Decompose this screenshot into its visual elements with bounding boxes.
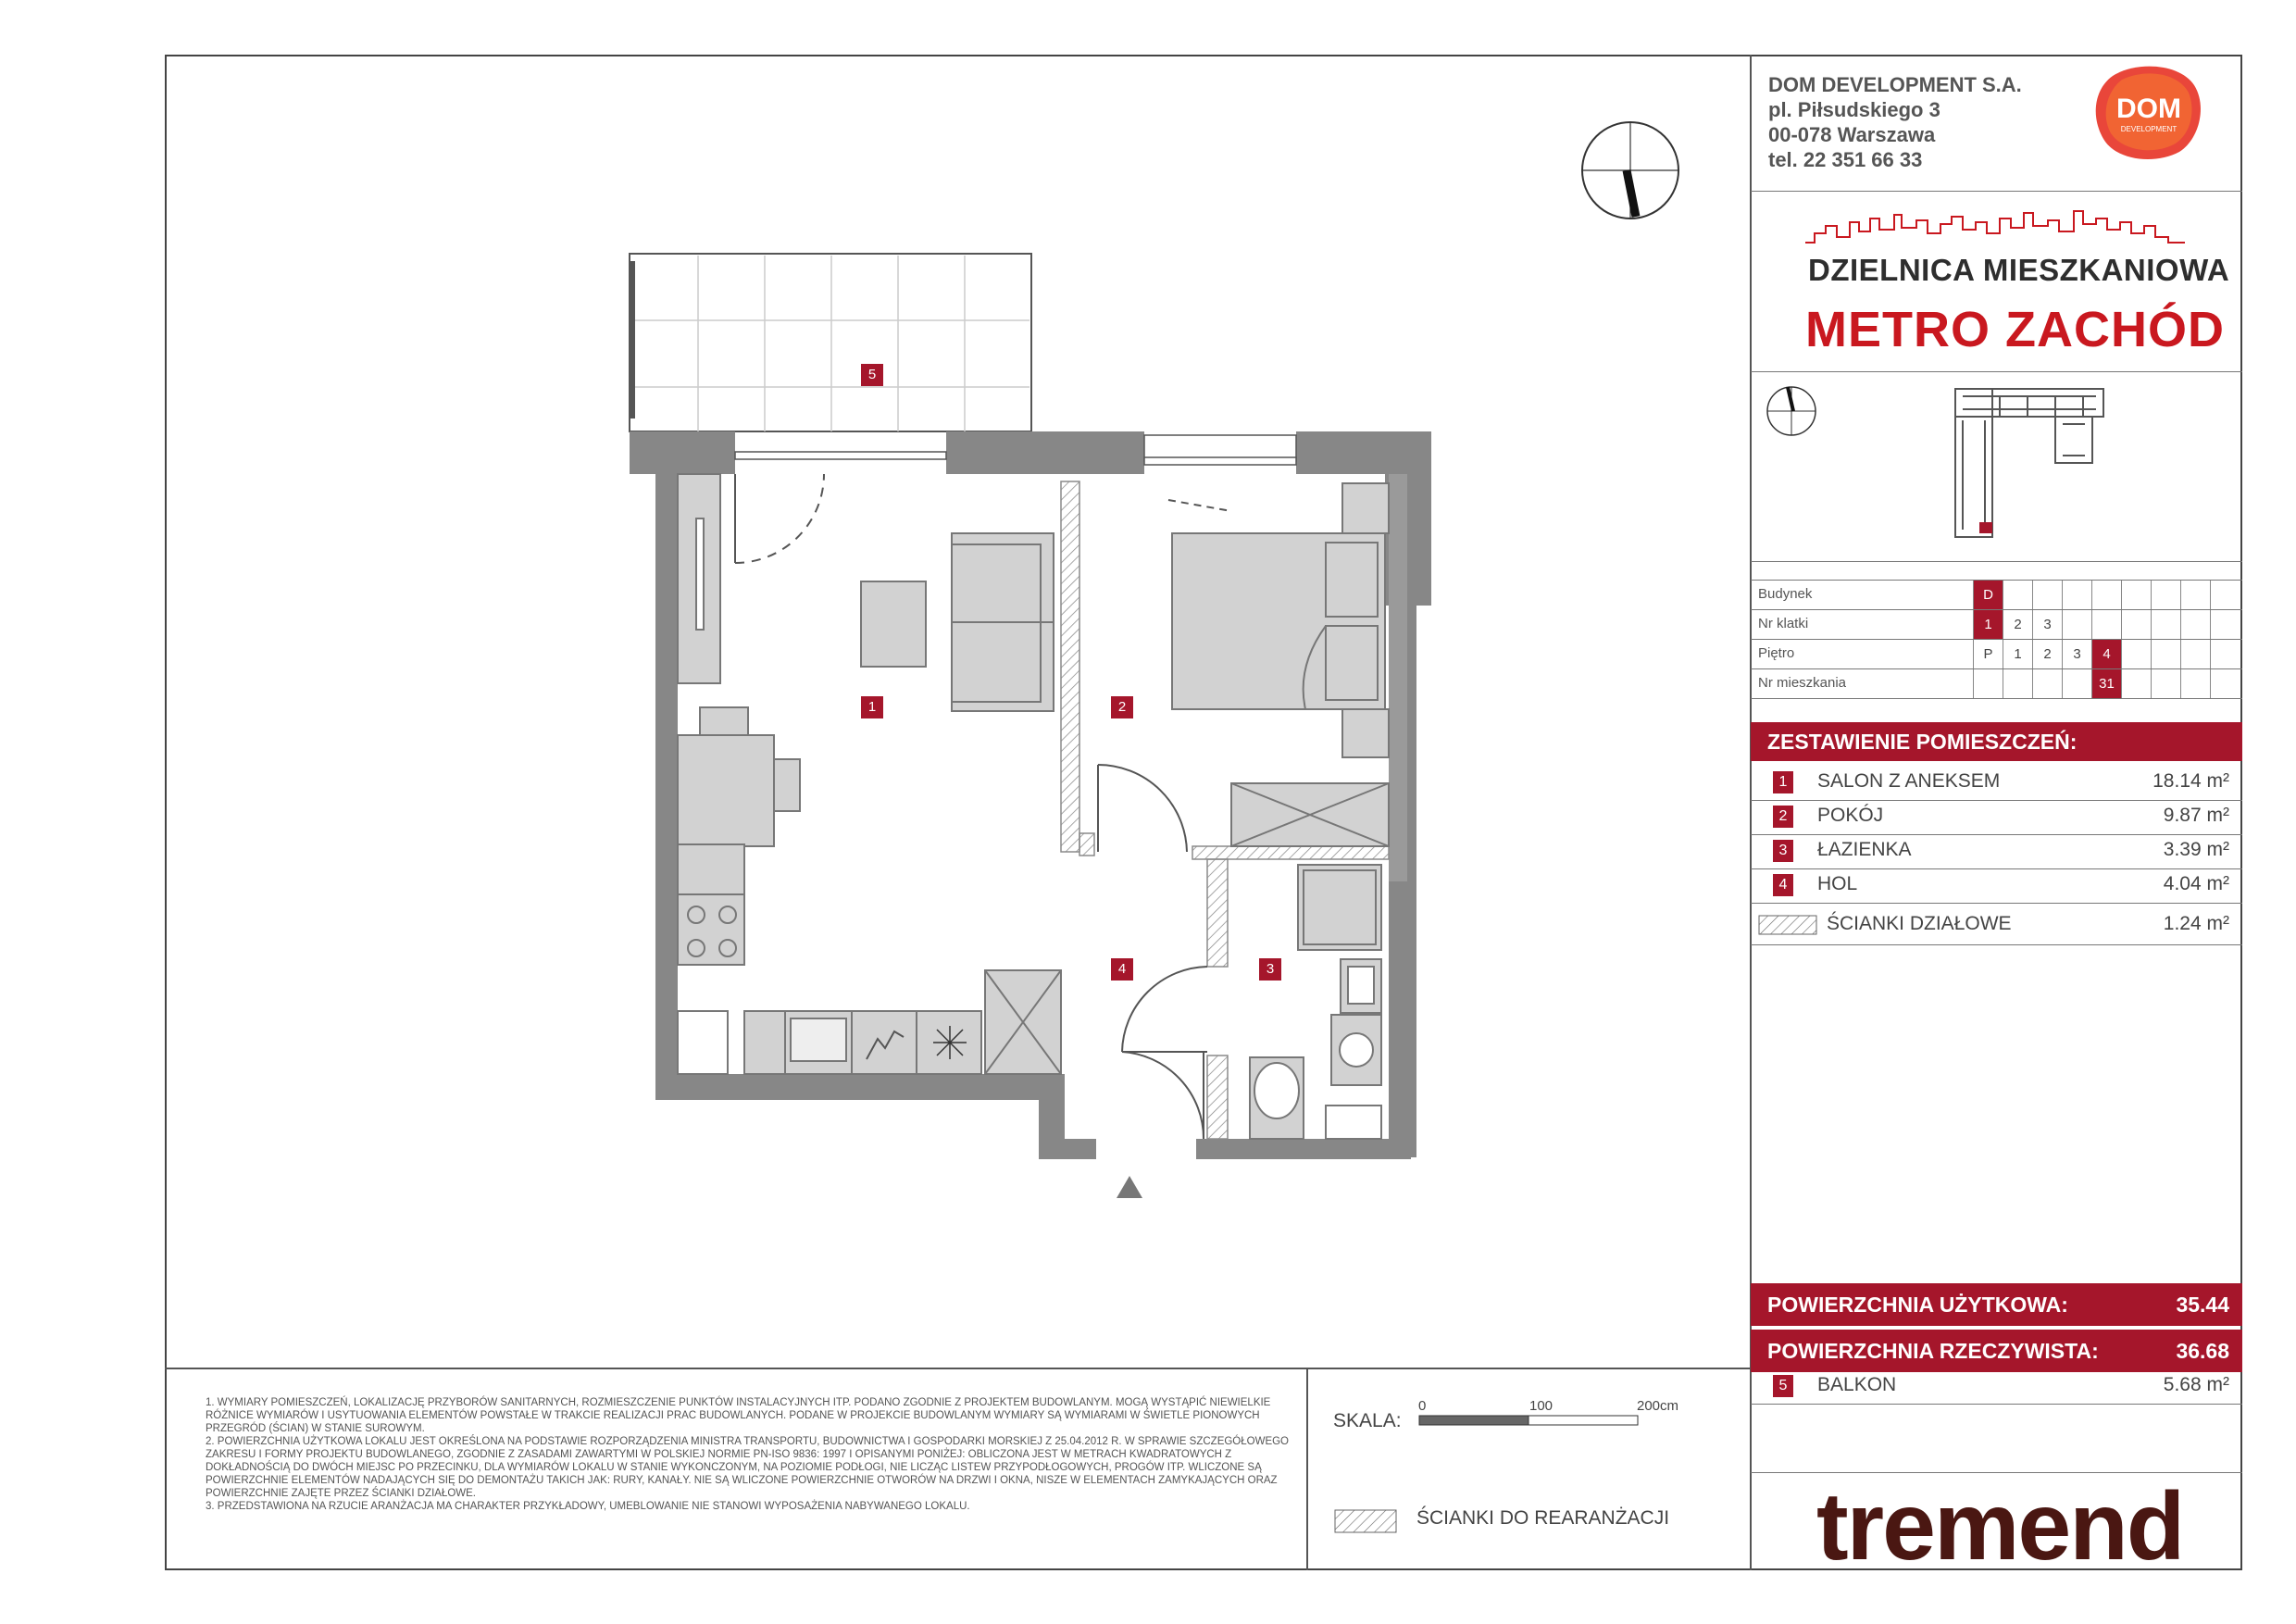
project-line2: METRO ZACHÓD [1805, 302, 2225, 357]
scale-tick: 200cm [1637, 1398, 1679, 1414]
room-marker-1: 1 [861, 696, 883, 718]
room-name: HOL [1817, 873, 1858, 894]
location-cell [2121, 640, 2151, 668]
location-cell [2151, 669, 2180, 698]
location-cell [2151, 610, 2180, 639]
room-marker-3: 3 [1259, 958, 1281, 981]
dom-development-logo [2094, 65, 2203, 161]
room-area: 3.39 m² [2163, 839, 2229, 860]
balcony-name: BALKON [1817, 1374, 1897, 1395]
room-area: 4.04 m² [2163, 873, 2229, 894]
hatch-icon [1758, 915, 1817, 935]
skyline-icon [1805, 206, 2185, 248]
location-cell [2210, 610, 2240, 639]
scale-bar [1418, 1415, 1641, 1428]
location-table [1751, 580, 2242, 698]
footnote: 3. PRZEDSTAWIONA NA RZUCIE ARANŻACJA MA CHARAKTER PRZYKŁADOWY, UMEBLOWANIE NIE STANOWI WYPOSAŻENIA NABYWANEGO LOKALU. [206, 1501, 970, 1512]
location-cell [2180, 610, 2210, 639]
scale-label: SKALA: [1333, 1410, 1402, 1431]
actual-area-label: POWIERZCHNIA RZECZYWISTA: [1767, 1339, 2099, 1363]
balcony-area: 5.68 m² [2163, 1374, 2229, 1395]
location-cell: 3 [2062, 640, 2091, 668]
location-cell [2062, 581, 2091, 609]
usable-area-bar [1751, 1283, 2242, 1326]
location-row-label: Nr klatki [1758, 616, 1809, 631]
location-cell: 2 [2003, 610, 2032, 639]
company-city: 00-078 Warszawa [1768, 123, 1936, 146]
legend-label: ŚCIANKI DO REARANŻACJI [1416, 1507, 1670, 1529]
legend-hatch-icon [1334, 1509, 1397, 1533]
actual-area-value: 36.68 [2176, 1339, 2229, 1363]
location-cell [2210, 581, 2240, 609]
usable-area-label: POWIERZCHNIA UŻYTKOWA: [1767, 1293, 2068, 1317]
room-marker-5: 5 [861, 364, 883, 386]
location-cell [2062, 610, 2091, 639]
room-name: POKÓJ [1817, 805, 1884, 826]
location-cell [2121, 581, 2151, 609]
company-street: pl. Piłsudskiego 3 [1768, 98, 1940, 121]
partitions-area: 1.24 m² [2163, 913, 2229, 934]
company-address [1768, 72, 2022, 172]
building-key-plan [1944, 383, 2111, 550]
location-cell [2210, 640, 2240, 668]
room-number: 2 [1773, 806, 1793, 828]
logo-text-top: DOM [2116, 94, 2181, 124]
rooms-header: ZESTAWIENIE POMIESZCZEŃ: [1751, 722, 2242, 761]
location-cell [2121, 669, 2151, 698]
scale-tick: 100 [1529, 1398, 1554, 1414]
location-row-label: Piętro [1758, 645, 1795, 661]
location-cell [2032, 669, 2062, 698]
company-name: DOM DEVELOPMENT S.A. [1768, 73, 2022, 96]
location-cell [2180, 669, 2210, 698]
scale-tick: 0 [1418, 1398, 1427, 1414]
location-cell: 1 [2003, 640, 2032, 668]
furniture [678, 474, 1389, 1139]
balcony-number: 5 [1773, 1375, 1793, 1397]
logo-text-bottom: DEVELOPMENT [2120, 125, 2177, 133]
room-number: 4 [1773, 874, 1793, 896]
location-cell [2121, 610, 2151, 639]
floor-plan [611, 241, 1444, 1222]
small-compass-icon [1764, 383, 1819, 439]
room-name: ŁAZIENKA [1817, 839, 1912, 860]
company-phone: tel. 22 351 66 33 [1768, 148, 1923, 171]
location-cell [1973, 669, 2003, 698]
location-cell: 4 [2091, 640, 2121, 668]
entrance-arrow-icon [1117, 1176, 1142, 1198]
location-cell [2151, 581, 2180, 609]
location-cell [2003, 669, 2032, 698]
location-cell [2091, 581, 2121, 609]
room-marker-4: 4 [1111, 958, 1133, 981]
location-cell: 3 [2032, 610, 2062, 639]
location-cell [2032, 581, 2062, 609]
room-row [1751, 835, 2242, 868]
location-cell: D [1973, 581, 2003, 609]
footnote: 1. WYMIARY POMIESZCZEŃ, LOKALIZACJĘ PRZYBORÓW SANITARNYCH, ROZMIESZCZENIE PUNKTÓW INSTALACYJNYCH ITP. PODANO ZGODNIE Z PROJEKTEM BUDOWLANYM. MOGĄ WYSTĄPIĆ NIEWIELKIE RÓŻNICE WYMIARÓW I USYTUOWANIA ELEMENTÓW POWSTAŁE W TRAKCIE REALIZACJI PRAC BUDOWLANYCH. PODANE W PROJEKCIE BUDOWLANYM WYMIARY SĄ WYMIARAMI W ŚWIETLE PIONOWYCH PRZEGRÓD (ŚCIAN) W STANIE SUROWYM. [206, 1397, 1271, 1434]
location-cell [2151, 640, 2180, 668]
location-cell: 31 [2091, 669, 2121, 698]
room-number: 1 [1773, 771, 1793, 793]
location-cell [2003, 581, 2032, 609]
balcony-area [630, 254, 1031, 431]
tremend-logo: tremend [1816, 1473, 2184, 1580]
footnotes [206, 1396, 1307, 1513]
project-line1: DZIELNICA MIESZKANIOWA [1808, 253, 2230, 287]
room-number: 3 [1773, 840, 1793, 862]
actual-area-bar [1751, 1330, 2242, 1372]
room-row [1751, 869, 2242, 903]
room-marker-2: 2 [1111, 696, 1133, 718]
location-row-label: Nr mieszkania [1758, 675, 1847, 691]
partitions-row [1751, 909, 2242, 943]
partitions-name: ŚCIANKI DZIAŁOWE [1827, 913, 2012, 934]
location-cell [2062, 669, 2091, 698]
location-cell: 1 [1973, 610, 2003, 639]
location-cell [2180, 581, 2210, 609]
usable-area-value: 35.44 [2176, 1293, 2229, 1317]
location-cell: P [1973, 640, 2003, 668]
room-area: 9.87 m² [2163, 805, 2229, 826]
footnote: 2. POWIERZCHNIA UŻYTKOWA LOKALU JEST OKREŚLONA NA PODSTAWIE ROZPORZĄDZENIA MINISTRA TRANSPORTU, BUDOWNICTWA I GOSPODARKI MORSKIEJ Z 25.04.2012 R. W SPRAWIE SZCZEGÓŁOWEGO ZAKRESU I FORMY PROJEKTU BUDOWLANEGO, ZGODNIE Z ZASADAMI ZAWARTYMI W POLSKIEJ NORMIE PN-ISO 9836: 1997 I OPISANYMI PONIŻEJ: OBLICZONA JEST W METRACH KWADRATOWYCH Z DOKŁADNOŚCIĄ DO DWÓCH MIEJSC PO PRZECINKU, DLA WYMIARÓW LOKALU W STANIE WYKONCZONYM, NA POZIOMIE PODŁOGI, NIE LICZĄC LISTEW PRZYPODŁOGOWYCH, PROGÓW ITP. WLICZONE SĄ POWIERZCHNIE ELEMENTÓW NADAJĄCYCH SIĘ DO DEMONTAŻU TAKICH JAK: RURY, KANAŁY. NIE SĄ WLICZONE POWIERZCHNIE OTWORÓW NA DRZWI I OKNA, NISZE W ELEMENTACH ZAMYKAJĄCYCH ORAZ POWIERZCHNIE ZAJĘTE PRZEZ ŚCIANKI DZIAŁOWE. [206, 1436, 1290, 1499]
room-name: SALON Z ANEKSEM [1817, 770, 2001, 792]
location-cell [2210, 669, 2240, 698]
location-cell [2091, 610, 2121, 639]
room-area: 18.14 m² [2152, 770, 2229, 792]
room-row [1751, 767, 2242, 800]
location-cell: 2 [2032, 640, 2062, 668]
north-compass-icon [1578, 119, 1682, 222]
balcony-row [1751, 1370, 2242, 1404]
notes-divider [165, 1368, 1752, 1369]
location-row-label: Budynek [1758, 586, 1813, 602]
room-row [1751, 801, 2242, 834]
location-cell [2180, 640, 2210, 668]
